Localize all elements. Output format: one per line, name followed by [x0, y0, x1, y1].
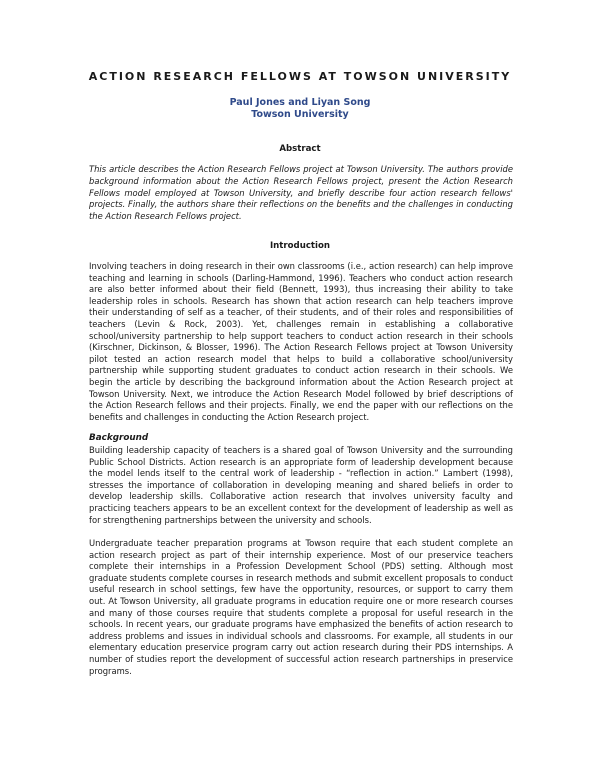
paper-title: ACTION RESEARCH FELLOWS AT TOWSON UNIVERSITY: [88, 70, 512, 83]
author-names: Paul Jones and Liyan Song: [229, 97, 371, 108]
background-heading: Background: [89, 433, 149, 443]
background-paragraph-1: Building leadership capacity of teachers is a shared goal of Towson University and the surrounding Public School Districts. Action research is an appropriate form of leadership development because the model lends itself to the central work of leadership - “reflection in action.” Lambert (1998), stresses the importance of collaboration in developing meaning and shared beliefs in order to develop leadership skills. Collaborative action research that involves university faculty and practicing teachers appears to be an excellent context for the development of leadership as well as for strengthening partnerships between the university and schools.: [89, 445, 513, 525]
abstract-heading: Abstract: [279, 144, 321, 154]
background-paragraph-2: Undergraduate teacher preparation programs at Towson require that each student complete an action research project as part of their internship experience. Most of our preservice teachers complete their internships in a Profession Development School (PDS) setting. Although most graduate students complete courses in research methods and submit excellent proposals to conduct useful research in school settings, few have the opportunity, resources, or support to carry them out. At Towson University, all graduate programs in education require one or more research courses and many of those courses require that students complete a proposal for useful research in the schools. In recent years, our graduate programs have emphasized the benefits of action research to address problems and issues in individual schools and classrooms. For example, all students in our elementary education preservice program carry out action research during their PDS internships. A number of studies report the development of successful action research partnerships in preservice programs.: [89, 538, 513, 676]
introduction-paragraph: Involving teachers in doing research in their own classrooms (i.e., action research) can help improve teaching and learning in schools (Darling-Hammond, 1996). Teachers who conduct action research are also better informed about their field (Bennett, 1993), thus increasing their ability to take leadership roles in schools. Research has shown that action research can help teachers improve their understanding of self as a teacher, of their students, and of their roles and responsibilities of teachers (Levin & Rock, 2003). Yet, challenges remain in establishing a collaborative school/university partnership to help support teachers to conduct action research in their schools (Kirschner, Dickinson, & Blosser, 1996). The Action Research Fellows project at Towson University pilot tested an action research model that helps to build a collaborative school/university partnership while supporting student graduates to conduct action research in their schools. We begin the article by describing the background information about the Action Research project at Towson University. Next, we introduce the Action Research Model followed by brief descriptions of the Action Research fellows and their projects. Finally, we end the paper with our reflections on the benefits and challenges in conducting the Action Research project.: [89, 261, 513, 422]
abstract-text: This article describes the Action Research Fellows project at Towson University. The authors provide background information about the Action Research Fellows project, present the Action Research Fellows model employed at Towson University, and briefly describe four action research fellows' projects. Finally, the authors share their reflections on the benefits and the challenges in conducting the Action Research Fellows project.: [89, 164, 513, 222]
author-block: [0, 97, 600, 121]
author-affiliation: Towson University: [251, 109, 349, 120]
introduction-heading: Introduction: [269, 241, 330, 251]
